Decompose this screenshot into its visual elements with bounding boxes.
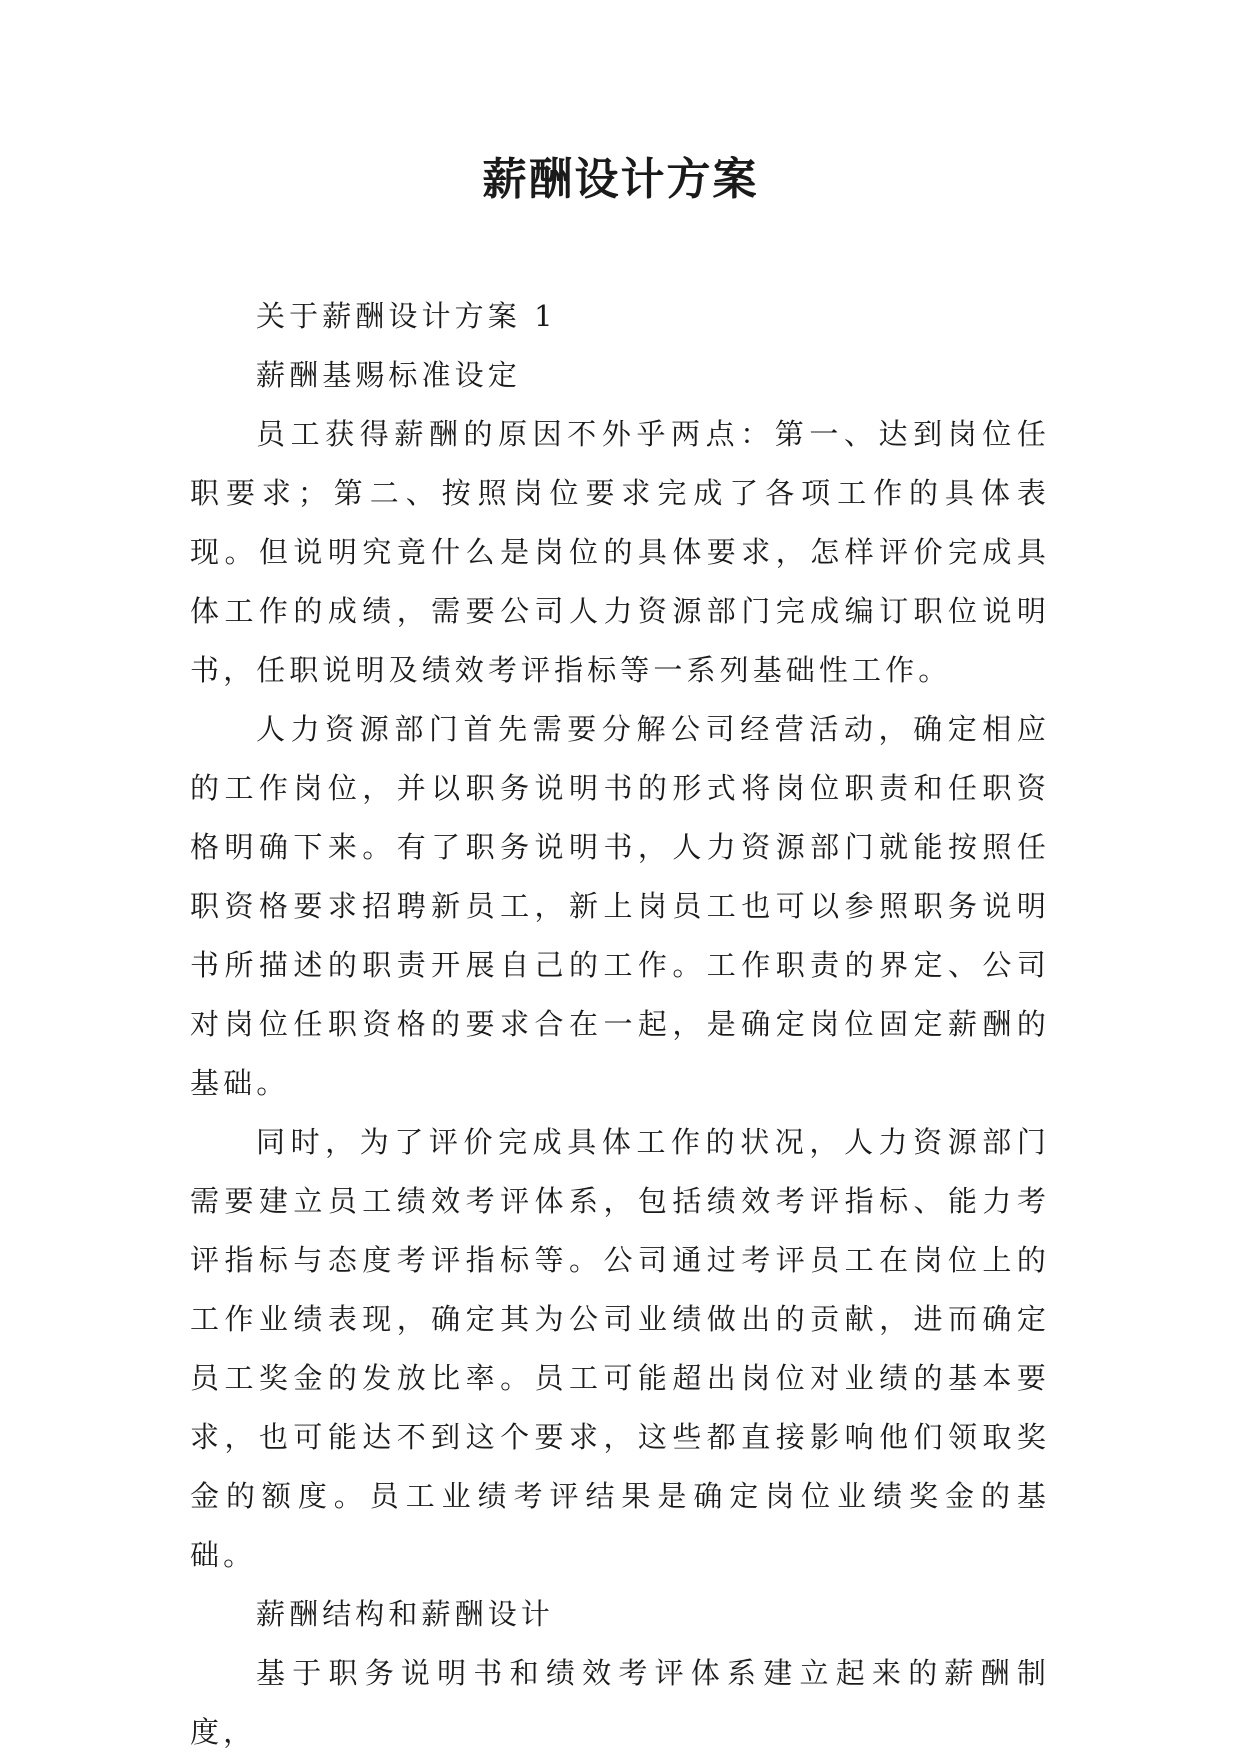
body-paragraph: 员工获得薪酬的原因不外乎两点：第一、达到岗位任职要求；第二、按照岗位要求完成了各项工作的具体表现。但说明究竟什么是岗位的具体要求，怎样评价完成具体工作的成绩，需要公司人力资源部门完成编订职位说明书，任职说明及绩效考评指标等一系列基础性工作。 (190, 417, 1050, 687)
body-paragraph: 基于职务说明书和绩效考评体系建立起来的薪酬制度， (190, 1656, 1050, 1749)
subsection-heading: 薪酬基赐标准设定 (256, 358, 521, 392)
subsection-heading: 薪酬结构和薪酬设计 (256, 1597, 554, 1631)
document-title: 薪酬设计方案 (482, 154, 759, 205)
section-heading: 关于薪酬设计方案 1 (256, 299, 557, 333)
body-paragraph: 人力资源部门首先需要分解公司经营活动，确定相应的工作岗位，并以职务说明书的形式将岗位职责和任职资格明确下来。有了职务说明书，人力资源部门就能按照任职资格要求招聘新员工，新上岗员工也可以参照职务说明书所描述的职责开展自己的工作。工作职责的界定、公司对岗位任职资格的要求合在一起，是确定岗位固定薪酬的基础。 (190, 712, 1050, 1100)
body-paragraph: 同时，为了评价完成具体工作的状况，人力资源部门需要建立员工绩效考评体系，包括绩效考评指标、能力考评指标与态度考评指标等。公司通过考评员工在岗位上的工作业绩表现，确定其为公司业绩做出的贡献，进而确定员工奖金的发放比率。员工可能超出岗位对业绩的基本要求，也可能达不到这个要求，这些都直接影响他们领取奖金的额度。员工业绩考评结果是确定岗位业绩奖金的基础。 (190, 1125, 1050, 1572)
document-body (190, 287, 1050, 1762)
